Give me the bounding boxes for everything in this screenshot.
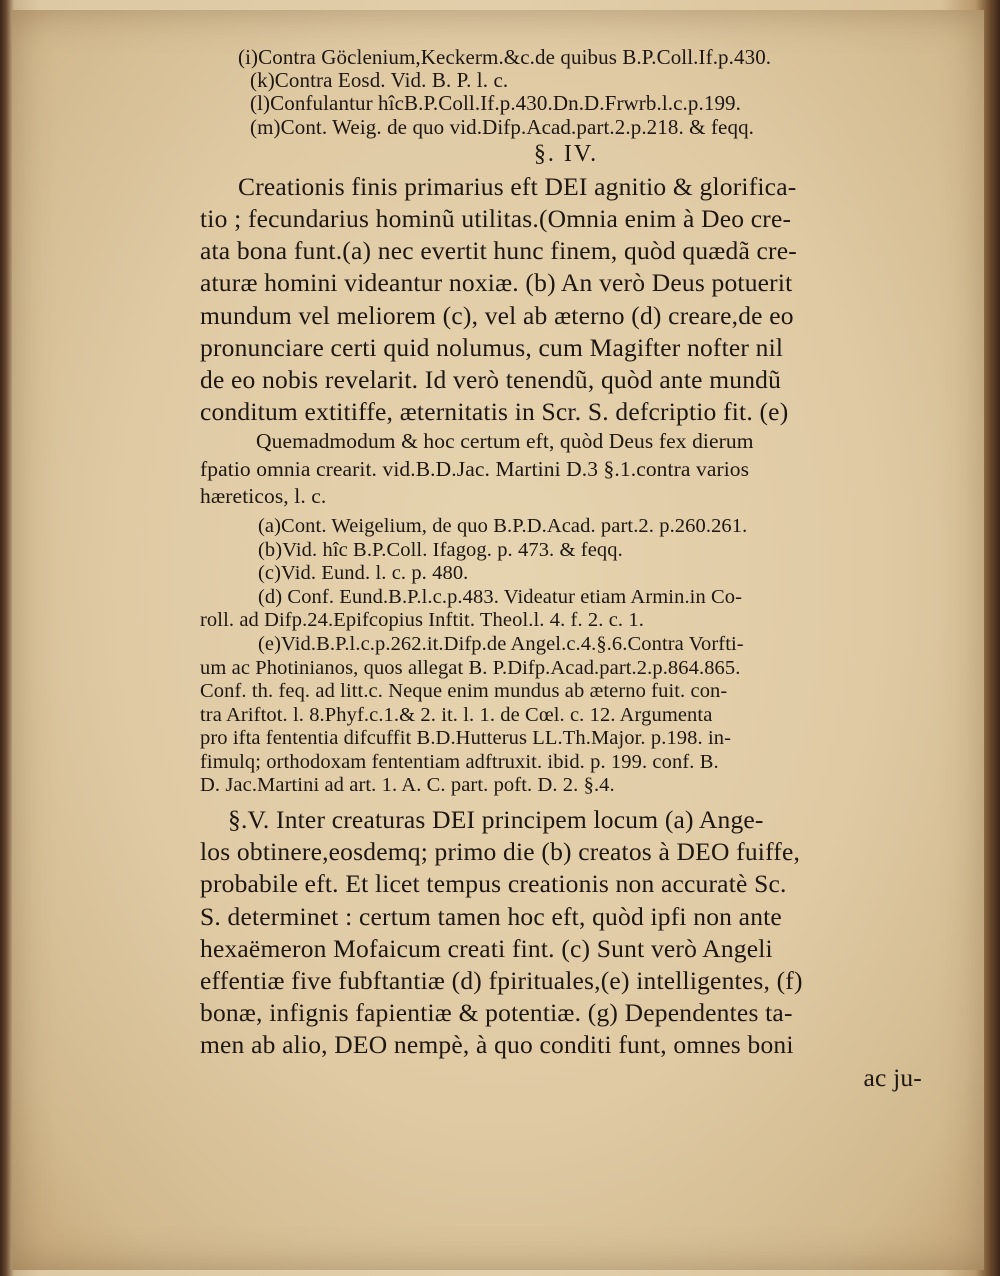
text-line: bonæ, infignis fapientiæ & potentiæ. (g) Dependentes ta- (200, 998, 793, 1028)
text-line: fpatio omnia crearit. vid.B.D.Jac. Martini D.3 §.1.contra varios (200, 456, 750, 481)
paragraph-2 (200, 428, 932, 511)
footnote-line: fimulq; orthodoxam fententiam adftruxit. ibid. p. 199. conf. B. (200, 750, 719, 773)
text-line: men ab alio, DEO nempè, à quo conditi funt, omnes boni (200, 1030, 794, 1060)
text-line: Quemadmodum & hoc certum eft, quòd Deus fex dierum (256, 429, 754, 454)
footnote-line: um ac Photinianos, quos allegat B. P.Difp.Acad.part.2.p.864.865. (200, 656, 741, 679)
text-line: de eo nobis revelarit. Id verò tenendũ, quòd ante mundũ (200, 365, 782, 395)
section-heading: §. IV. (533, 140, 599, 167)
text-line: §.V. Inter creaturas DEI principem locum (a) Ange- (228, 805, 764, 835)
footnote-line: roll. ad Difp.24.Epifcopius Inftit. Theol.l. 4. f. 2. c. 1. (200, 609, 644, 632)
footnote-line: (e)Vid.B.P.l.c.p.262.it.Difp.de Angel.c.4.§.6.Contra Vorfti- (258, 632, 744, 655)
text-line: tio ; fecundarius hominũ utilitas.(Omnia enim à Deo cre- (200, 204, 792, 234)
footnote-line: Conf. th. feq. ad litt.c. Neque enim mundus ab æterno fuit. con- (200, 680, 728, 703)
text-block (200, 46, 932, 1094)
text-line: ata bona funt.(a) nec evertit hunc finem, quòd quædã cre- (200, 236, 797, 266)
text-line: mundum vel meliorem (c), vel ab æterno (d) creare,de eo (200, 300, 794, 330)
footnote-line: (a)Cont. Weigelium, de quo B.P.D.Acad. part.2. p.260.261. (258, 514, 748, 537)
note-line: (k)Contra Eosd. Vid. B. P. l. c. (250, 69, 509, 93)
footnote-line: (b)Vid. hîc B.P.Coll. Ifagog. p. 473. & feqq. (258, 538, 623, 561)
catchword: ac ju- (863, 1062, 922, 1092)
text-line: effentiæ five fubftantiæ (d) fpirituales,(e) intelligentes, (f) (200, 966, 803, 996)
text-line: Creationis finis primarius eft DEI agnitio & glorifica- (238, 171, 797, 201)
top-notes (200, 46, 932, 139)
text-line: aturæ homini videantur noxiæ. (b) An verò Deus potuerit (200, 268, 793, 298)
text-line: S. determinet : certum tamen hoc eft, quòd ipfi non ante (200, 901, 782, 931)
text-line: pronunciare certi quid nolumus, cum Magifter nofter nil (200, 332, 784, 362)
text-line: hexaëmeron Mofaicum creati fint. (c) Sunt verò Angeli (200, 933, 773, 963)
text-line: los obtinere,eosdemq; primo die (b) creatos à DEO fuiffe, (200, 837, 801, 867)
footnotes (200, 515, 932, 798)
text-line: probabile eft. Et licet tempus creationis non accuratè Sc. (200, 869, 787, 899)
footnote-line: pro ifta fententia difcuffit B.D.Hutterus LL.Th.Major. p.198. in- (200, 727, 732, 750)
paragraph-3 (200, 804, 932, 1062)
footnote-line: (c)Vid. Eund. l. c. p. 480. (258, 562, 469, 585)
paragraph-1 (200, 171, 932, 429)
footnote-line: tra Ariftot. l. 8.Phyf.c.1.& 2. it. l. 1. de Cœl. c. 12. Argumenta (200, 703, 713, 726)
text-line: hæreticos, l. c. (200, 484, 327, 509)
note-line: (m)Cont. Weig. de quo vid.Difp.Acad.part.2.p.218. & feqq. (250, 115, 755, 139)
footnote-line: (d) Conf. Eund.B.P.l.c.p.483. Videatur etiam Armin.in Co- (258, 585, 743, 608)
footnote-line: D. Jac.Martini ad art. 1. A. C. part. poft. D. 2. §.4. (200, 774, 615, 797)
note-line: (i)Contra Göclenium,Keckerm.&c.de quibus B.P.Coll.If.p.430. (238, 46, 772, 69)
note-line: (l)Confulantur hîcB.P.Coll.If.p.430.Dn.D.Frwrb.l.c.p.199. (250, 92, 741, 116)
text-line: conditum extitiffe, æternitatis in Scr. S. defcriptio fit. (e) (200, 397, 789, 427)
